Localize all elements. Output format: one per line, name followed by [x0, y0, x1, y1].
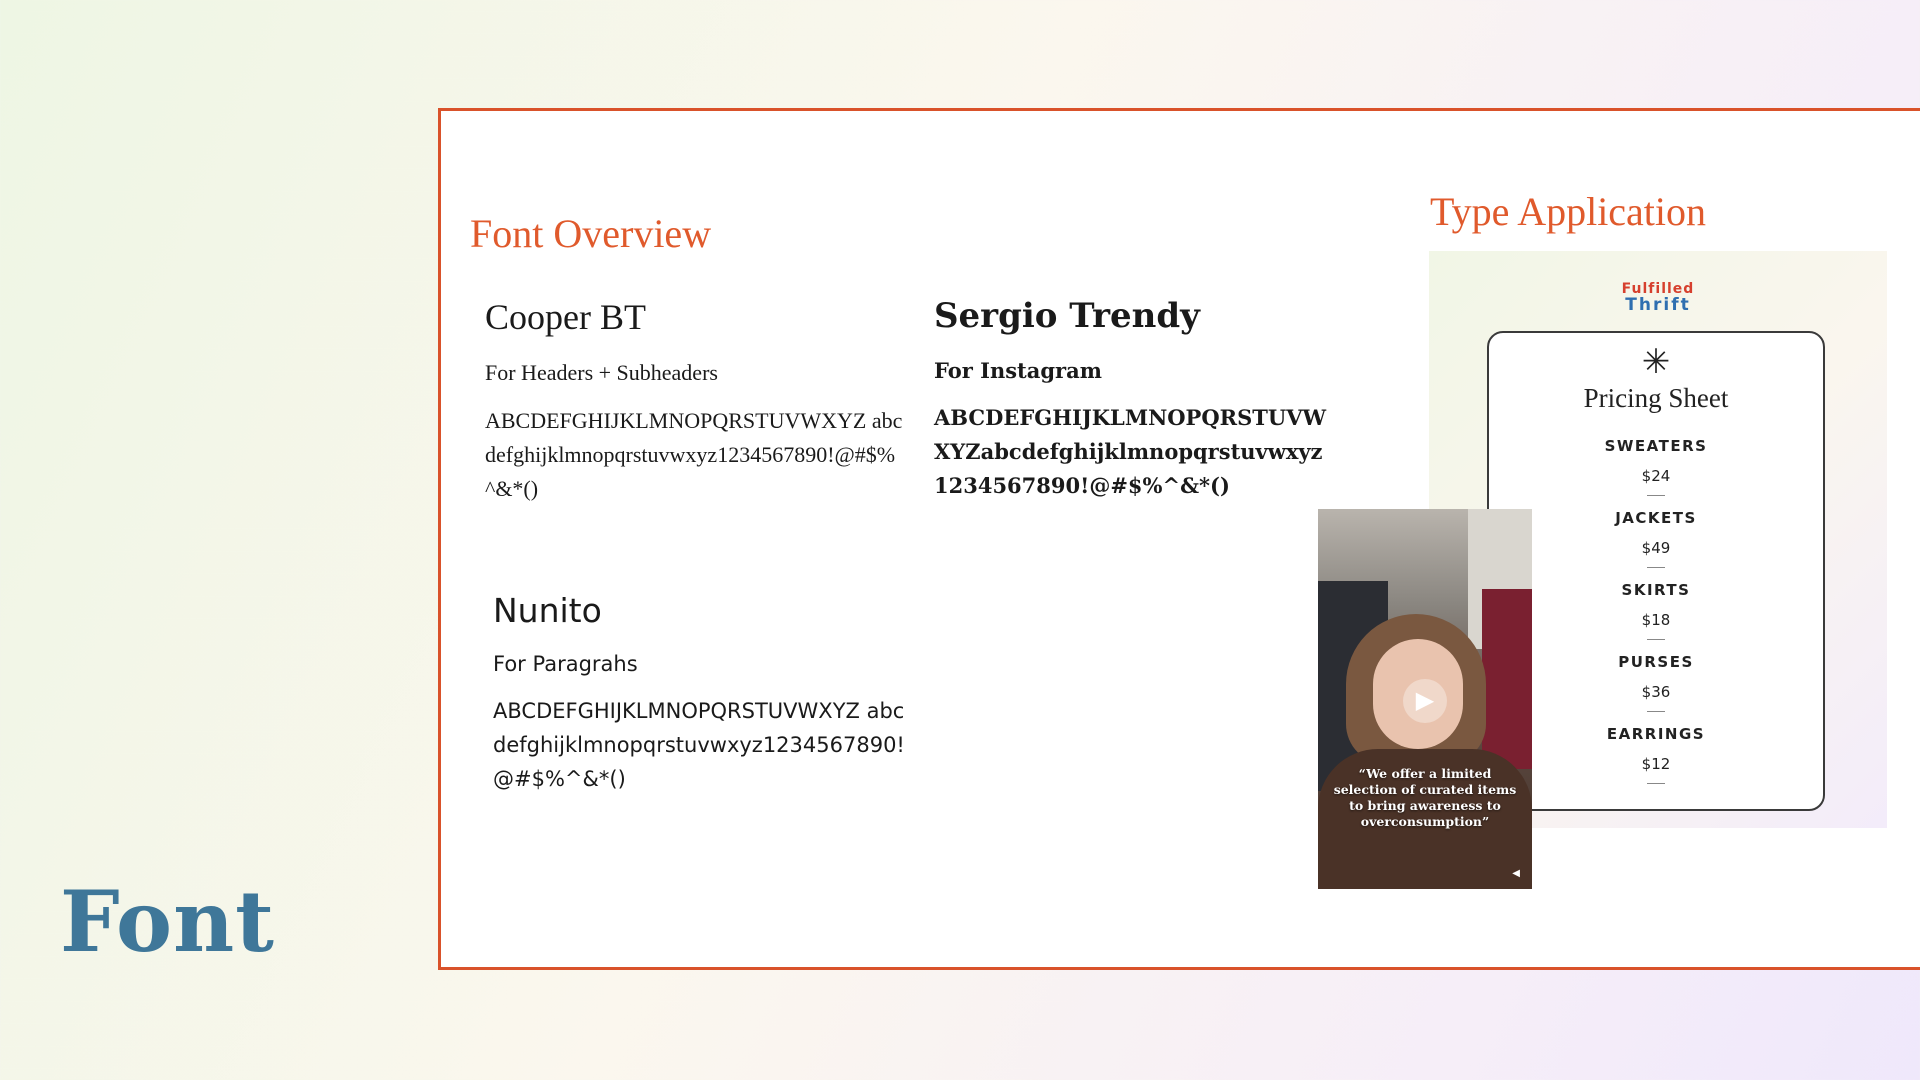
price-value: $36	[1641, 683, 1671, 701]
price-item	[1489, 581, 1823, 653]
font-card-cooper	[485, 296, 905, 506]
font-sample: ABCDEFGHIJKLMNOPQRSTUVWXYZ abcdefghijklmnopqrstuvwxyz1234567890!@#$%^&*()	[485, 408, 903, 501]
price-item	[1489, 725, 1823, 797]
type-application-heading: Type Application	[1430, 189, 1707, 234]
font-card-nunito	[493, 591, 913, 796]
pricing-card	[1487, 331, 1825, 811]
price-category: EARRINGS	[1606, 725, 1706, 743]
font-usage: For Headers + Subheaders	[485, 360, 718, 385]
sparkle-icon: ✳	[1641, 343, 1671, 381]
font-sample: ABCDEFGHIJKLMNOPQRSTUVWXYZabcdefghijklmnopqrstuvwxyz1234567890!@#$%^&*()	[934, 405, 1327, 498]
price-item	[1489, 509, 1823, 581]
divider	[1647, 567, 1665, 568]
divider	[1647, 711, 1665, 712]
price-value: $12	[1641, 755, 1671, 773]
play-icon[interactable]: ▶	[1403, 679, 1447, 723]
divider	[1647, 639, 1665, 640]
font-sample: ABCDEFGHIJKLMNOPQRSTUVWXYZ abcdefghijklmnopqrstuvwxyz1234567890!@#$%^&*()	[493, 699, 905, 791]
font-name: Cooper BT	[485, 297, 646, 337]
pricing-title: Pricing Sheet	[1583, 383, 1729, 413]
slide-title: Font	[60, 872, 275, 971]
price-category: PURSES	[1618, 653, 1694, 671]
font-name: Nunito	[493, 591, 602, 630]
font-overview-heading: Font Overview	[470, 211, 712, 256]
font-usage: For Paragrahs	[493, 652, 638, 676]
price-value: $18	[1641, 611, 1671, 629]
font-name: Sergio Trendy	[934, 296, 1200, 336]
brand-logo-line1: Fulfilled	[1621, 281, 1695, 297]
video-caption: “We offer a limited selection of curated items to bring awareness to overconsumption”	[1333, 766, 1517, 829]
price-category: JACKETS	[1615, 509, 1697, 527]
font-usage: For Instagram	[934, 358, 1102, 383]
price-list	[1489, 437, 1823, 797]
brand-logo	[1429, 281, 1887, 313]
font-card-sergio	[934, 296, 1334, 503]
divider	[1647, 783, 1665, 784]
price-item	[1489, 653, 1823, 725]
brand-logo-line2: Thrift	[1625, 295, 1691, 315]
price-value: $49	[1641, 539, 1671, 557]
price-item	[1489, 437, 1823, 509]
price-value: $24	[1641, 467, 1671, 485]
price-category: SKIRTS	[1621, 581, 1691, 599]
price-category: SWEATERS	[1604, 437, 1708, 455]
speaker-icon[interactable]: ◀	[1512, 868, 1520, 879]
instagram-video-preview[interactable]	[1318, 509, 1532, 889]
divider	[1647, 495, 1665, 496]
video-background-clothes	[1482, 589, 1532, 769]
